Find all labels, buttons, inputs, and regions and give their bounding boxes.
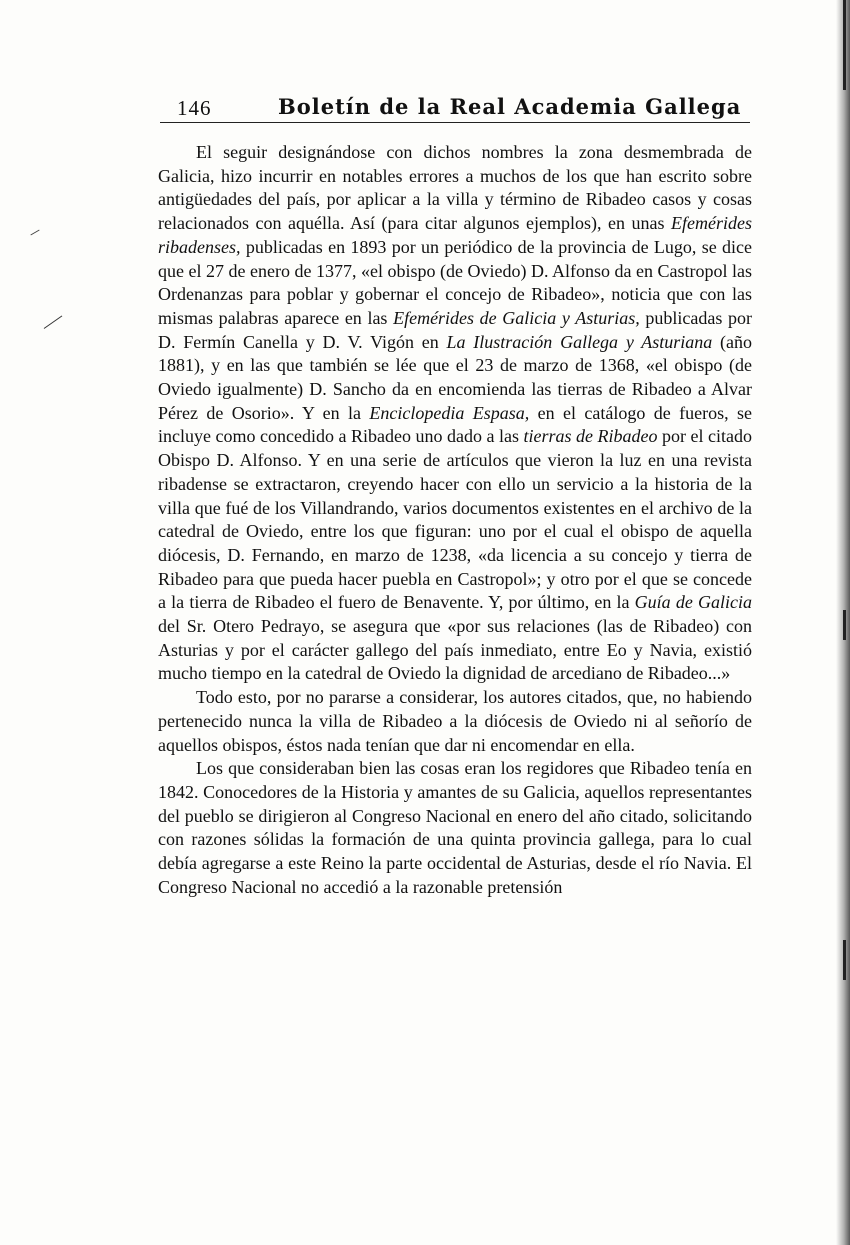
scan-edge-mark [843, 0, 846, 90]
text-run: Todo esto, por no pararse a considerar, los autores citados, que, no habiendo pertenecido nunca la villa de Ribadeo a la diócesis de Oviedo ni al señorío de aquellos obispos, éstos nada tenían que dar ni encomendar en ella. [158, 687, 752, 755]
italic-title: Guía de Galicia [634, 592, 752, 613]
margin-pencil-mark [44, 315, 63, 328]
text-run: (año 1881), y en las que también se lée que el 23 de marzo de 1368, «el obispo (de Oviedo igualmente) D. Sancho da en encomienda las tierras de Ribadeo a Alvar Pérez de Osorio». Y en la [158, 331, 753, 423]
scan-edge-mark [843, 610, 846, 640]
page-number: 146 [177, 96, 212, 120]
text-run: publicadas por D. Fermín Canella y D. V. Vigón en [158, 307, 752, 352]
page-header [160, 92, 750, 124]
italic-title: La Ilustración Gallega y Asturiana [446, 331, 713, 352]
scan-edge-mark [843, 940, 846, 980]
italic-title: Efemérides ribadenses, [158, 213, 752, 257]
body-text [158, 141, 752, 900]
margin-small-mark [30, 230, 39, 236]
text-run: publicadas en 1893 por un periódico de la provincia de Lugo, se dice que el 27 de enero de 1377, «el obispo (de Oviedo) D. Alfonso da en Castropol las Ordenanzas para poblar y gobernar el concejo de Ribadeo», noticia que con las mismas palabras aparece en las [158, 236, 752, 328]
text-run: por el citado Obispo D. Alfonso. Y en una serie de artículos que vieron la luz en una revista ribadense se extractaron, creyendo hacer con ello un servicio a la historia de la villa que fué de los Villandrando, varios documentos existentes en el archivo de la catedral de Oviedo, entre los que figuran: uno por el cual el obispo de aquella diócesis, D. Fernando, en marzo de 1238, «da licencia a su concejo y tierra de Ribadeo para que pueda hacer puebla en Castropol»; y otro por el que se concede a la tierra de Ribadeo el fuero de Benavente. Y, por último, en la [158, 426, 753, 613]
text-run: Los que consideraban bien las cosas eran los regidores que Ribadeo tenía en 1842. Conocedores de la Historia y amantes de su Galicia, aquellos representantes del pueblo se dirigieron al Congreso Nacional en enero del año citado, solicitando con razones sólidas la formación de una quinta provincia gallega, para lo cual debía agregarse a este Reino la parte occidental de Asturias, desde el río Navia. El Congreso Nacional no accedió a la razonable pretensión [158, 758, 752, 897]
text-run: del Sr. Otero Pedrayo, se asegura que «por sus relaciones (las de Ribadeo) con Asturias y por el carácter gallego del país inmediato, entre Eo y Navia, existió mucho tiempo en la catedral de Oviedo la dignidad de arcediano de Ribadeo...» [158, 616, 752, 684]
text-run: El seguir designándose con dichos nombres la zona desmembrada de Galicia, hizo incurrir en notables errores a muchos de los que han escrito sobre antigüedades del país, por aplicar a la villa y término de Ribadeo casos y cosas relacionados con aquélla. Así (para citar algunos ejemplos), en unas [158, 142, 752, 234]
paragraph-1 [158, 141, 752, 686]
header-rule [160, 122, 750, 123]
text-run: en el catálogo de fueros, se incluye como concedido a Ribadeo uno dado a las [158, 402, 752, 447]
italic-title: Efemérides de Galicia y Asturias, [393, 307, 640, 328]
italic-title: tierras de Ribadeo [523, 426, 658, 447]
italic-title: Enciclopedia Espasa, [369, 402, 530, 423]
paragraph-3 [158, 757, 752, 899]
running-title: Boletín de la Real Academia Gallega [278, 94, 742, 119]
paragraph-2 [158, 686, 752, 757]
